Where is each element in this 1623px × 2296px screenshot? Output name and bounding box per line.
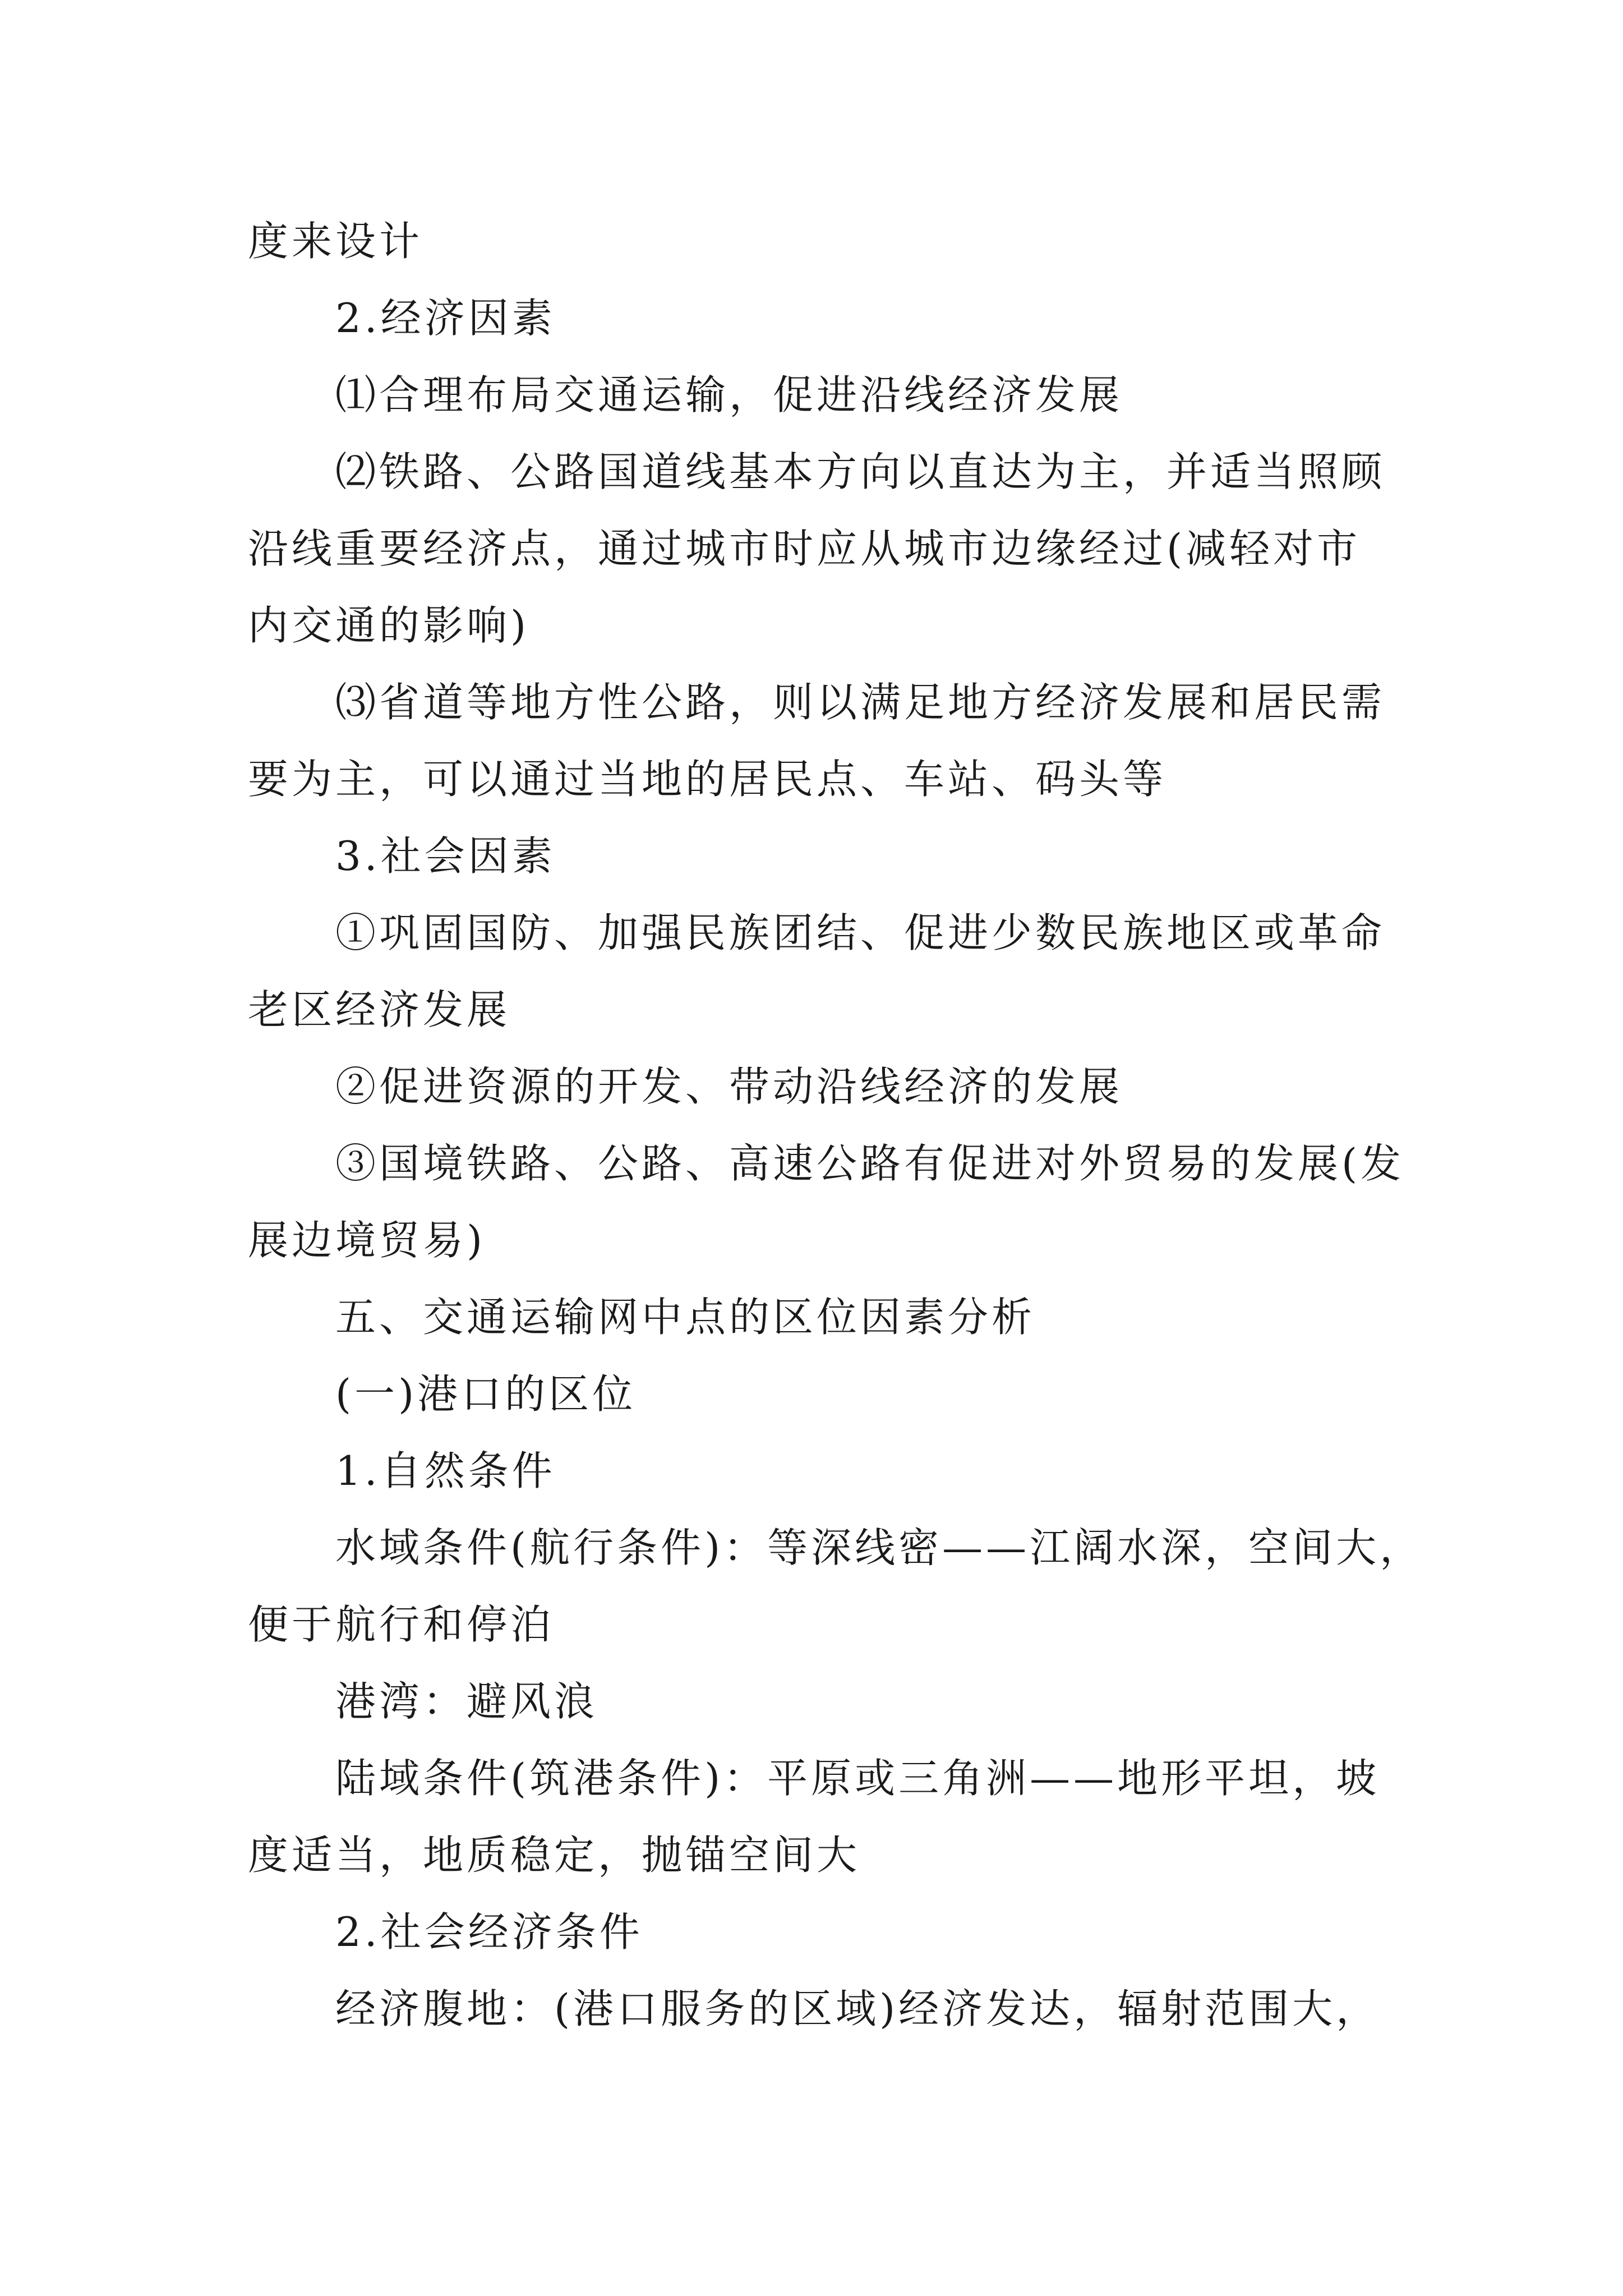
- list-item: ③国境铁路、公路、高速公路有促进对外贸易的发展(发: [335, 1140, 1405, 1187]
- text-line: 经济腹地：(港口服务的区域)经济发达，辐射范围大，: [335, 1985, 1380, 2032]
- section-heading: 3.社会因素: [335, 832, 556, 880]
- text-line: 内交通的影响): [248, 602, 530, 649]
- text-line: 要为主，可以通过当地的居民点、车站、码头等: [248, 756, 1167, 803]
- section-heading: 2.经济因素: [335, 295, 556, 342]
- text-line: 度来设计: [248, 218, 423, 265]
- list-item: ⑵铁路、公路国道线基本方向以直达为主，并适当照顾: [335, 448, 1386, 495]
- list-item: ⑴合理布局交通运输，促进沿线经济发展: [335, 371, 1123, 418]
- text-line: 展边境贸易): [248, 1217, 486, 1264]
- list-item: ①巩固国防、加强民族团结、促进少数民族地区或革命: [335, 909, 1386, 956]
- text-line: 度适当，地质稳定，抛锚空间大: [248, 1832, 861, 1879]
- list-item: ②促进资源的开发、带动沿线经济的发展: [335, 1063, 1123, 1110]
- list-item: ⑶省道等地方性公路，则以满足地方经济发展和居民需: [335, 679, 1386, 726]
- text-line: 港湾：避风浪: [335, 1678, 598, 1725]
- text-line: 沿线重要经济点，通过城市时应从城市边缘经过(减轻对市: [248, 525, 1361, 572]
- text-line: 陆域条件(筑港条件)：平原或三角洲——地形平坦，坡: [335, 1755, 1380, 1802]
- section-heading: (一)港口的区位: [335, 1370, 637, 1418]
- text-line: 老区经济发展: [248, 986, 511, 1033]
- section-heading: 1.自然条件: [335, 1447, 556, 1494]
- text-line: 水域条件(航行条件)：等深线密——江阔水深，空间大，: [335, 1524, 1424, 1571]
- section-heading: 五、交通运输网中点的区位因素分析: [335, 1294, 1036, 1341]
- section-heading: 2.社会经济条件: [335, 1908, 643, 1955]
- text-line: 便于航行和停泊: [248, 1601, 555, 1648]
